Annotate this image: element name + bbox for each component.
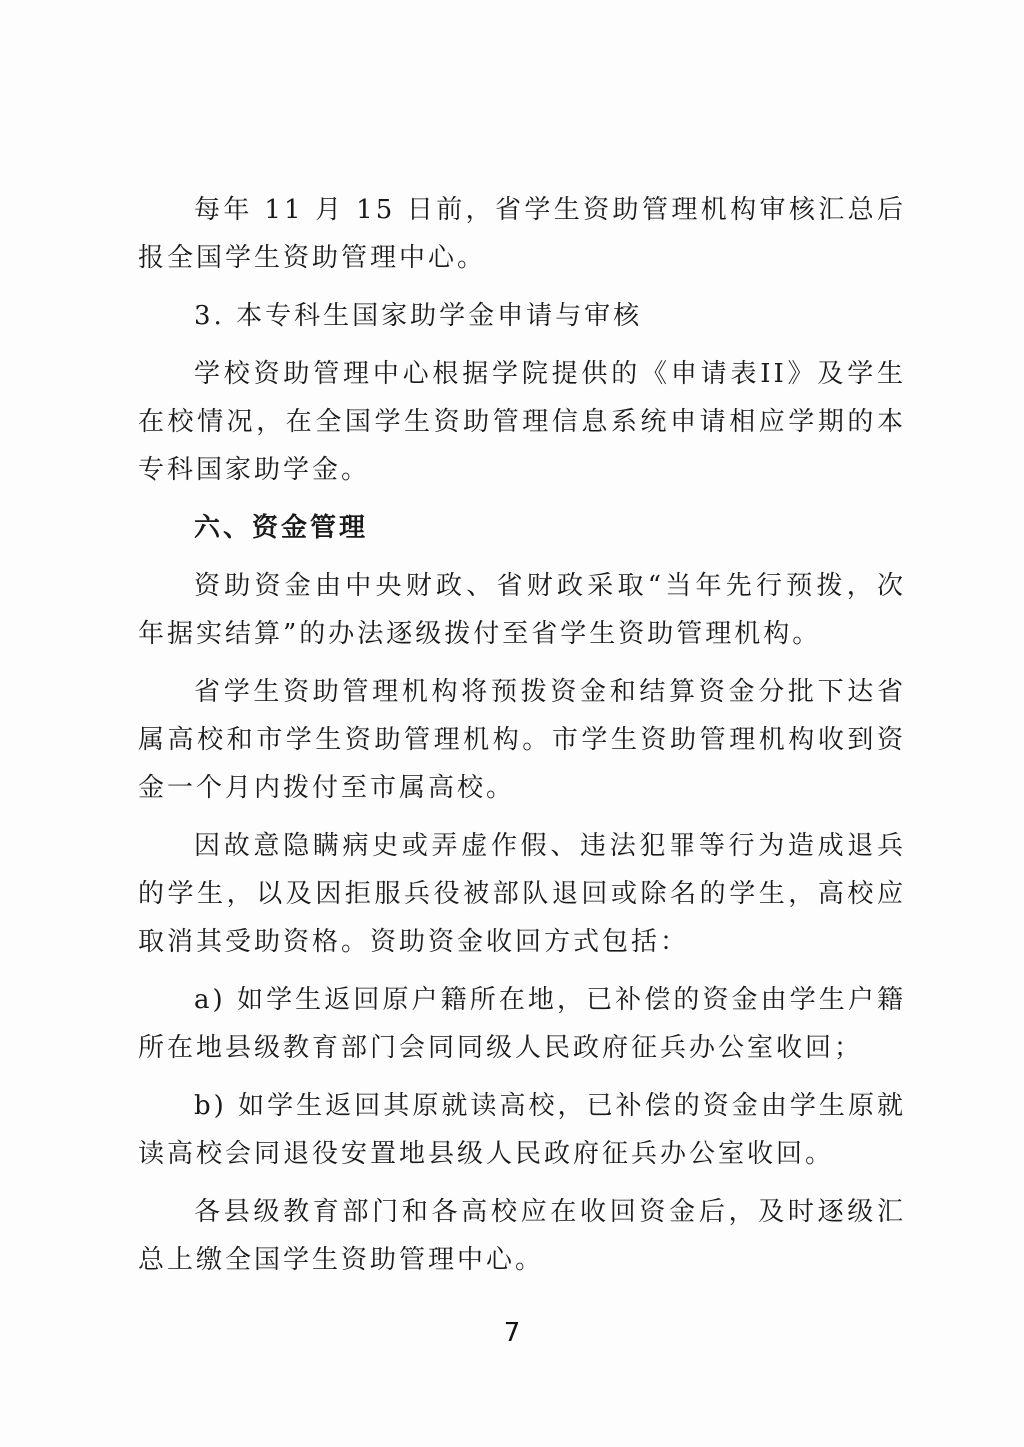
page-number: 7 bbox=[503, 1318, 521, 1348]
paragraph: 因故意隐瞒病史或弄虚作假、违法犯罪等行为造成退兵的学生，以及因拒服兵役被部队退回或除名的学生，高校应取消其受助资格。资助资金收回方式包括： bbox=[138, 831, 906, 957]
page-content bbox=[138, 186, 906, 1294]
list-item: b) 如学生返回其原就读高校，已补偿的资金由学生原就读高校会同退役安置地县级人民政府征兵办公室收回。 bbox=[138, 1091, 906, 1169]
paragraph: 省学生资助管理机构将预拨资金和结算资金分批下达省属高校和市学生资助管理机构。市学生资助管理机构收到资金一个月内拨付至市属高校。 bbox=[138, 677, 906, 803]
paragraph: 资助资金由中央财政、省财政采取“当年先行预拨，次年据实结算”的办法逐级拨付至省学生资助管理机构。 bbox=[138, 571, 906, 649]
paragraph: 每年 11 月 15 日前，省学生资助管理机构审核汇总后报全国学生资助管理中心。 bbox=[138, 195, 906, 273]
subsection-title: 3. 本专科生国家助学金申请与审核 bbox=[194, 301, 643, 331]
list-item: a) 如学生返回原户籍所在地，已补偿的资金由学生户籍所在地县级教育部门会同同级人民政府征兵办公室收回； bbox=[138, 985, 906, 1063]
paragraph: 学校资助管理中心根据学院提供的《申请表II》及学生在校情况，在全国学生资助管理信息系统申请相应学期的本专科国家助学金。 bbox=[138, 359, 906, 485]
section-heading: 六、资金管理 bbox=[194, 513, 369, 543]
paragraph: 各县级教育部门和各高校应在收回资金后，及时逐级汇总上缴全国学生资助管理中心。 bbox=[138, 1197, 906, 1275]
